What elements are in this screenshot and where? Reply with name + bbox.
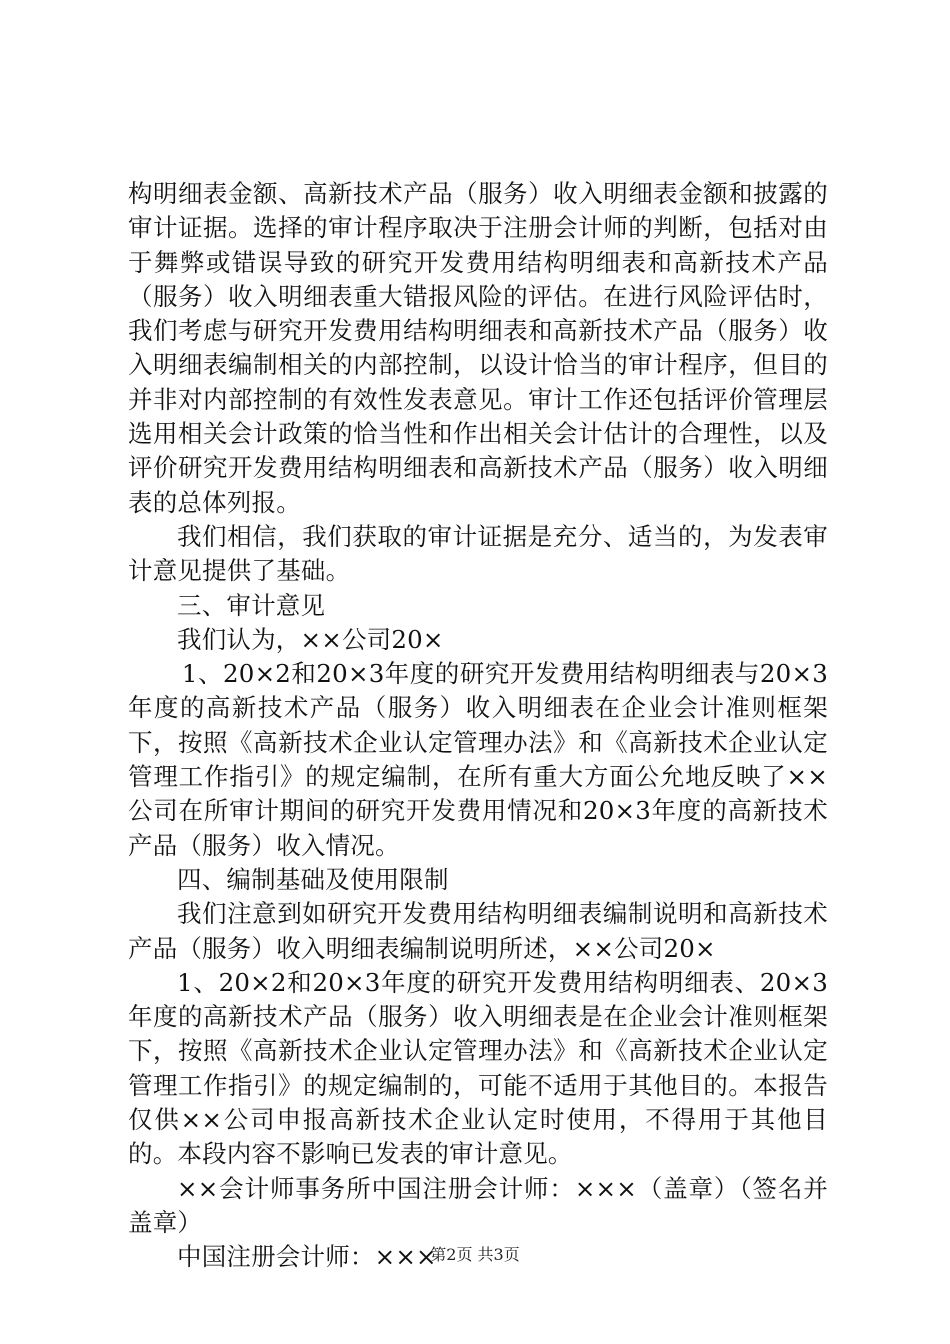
paragraph-audit-evidence: 我们相信，我们获取的审计证据是充分、适当的，为发表审计意见提供了基础。 bbox=[128, 521, 828, 586]
section-heading-basis-and-restriction: 四、编制基础及使用限制 bbox=[177, 864, 449, 894]
paragraph-basis-body: 1、20×2和20×3年度的研究开发费用结构明细表、20×3年度的高新技术产品（服务）收入明细表是在企业会计准则框架下，按照《高新技术企业认定管理办法》和《高新技术企业认定管理工作指引》的规定编制的，可能不适用于其他目的。本报告仅供××公司申报高新技术企业认定时使用，不得用于其他目的。本段内容不影响已发表的审计意见。 bbox=[128, 967, 828, 1169]
page-number-footer: 第2页 共3页 bbox=[430, 1245, 520, 1264]
document-body bbox=[128, 177, 828, 1275]
section-heading-audit-opinion: 三、审计意见 bbox=[177, 590, 326, 620]
signature-cpa-line: 中国注册会计师：××× bbox=[177, 1242, 437, 1272]
paragraph-opinion-body: 1、20×2和20×3年度的研究开发费用结构明细表与20×3年度的高新技术产品（服务）收入明细表在企业会计准则框架下，按照《高新技术企业认定管理办法》和《高新技术企业认定管理工作指引》的规定编制，在所有重大方面公允地反映了××公司在所审计期间的研究开发费用情况和20×3年度的高新技术产品（服务）收入情况。 bbox=[128, 659, 828, 860]
paragraph-audit-procedures: 构明细表金额、高新技术产品（服务）收入明细表金额和披露的审计证据。选择的审计程序取决于注册会计师的判断，包括对由于舞弊或错误导致的研究开发费用结构明细表和高新技术产品（服务）收入明细表重大错报风险的评估。在进行风险评估时，我们考虑与研究开发费用结构明细表和高新技术产品（服务）收入明细表编制相关的内部控制，以设计恰当的审计程序，但目的并非对内部控制的有效性发表意见。审计工作还包括评价管理层选用相关会计政策的恰当性和作出相关会计估计的合理性，以及评价研究开发费用结构明细表和高新技术产品（服务）收入明细表的总体列报。 bbox=[128, 179, 828, 517]
paragraph-opinion-intro: 我们认为，××公司20× bbox=[177, 624, 444, 654]
signature-firm-line: ××会计师事务所中国注册会计师：×××（盖章）（签名并盖章） bbox=[128, 1173, 828, 1237]
paragraph-basis-intro: 我们注意到如研究开发费用结构明细表编制说明和高新技术产品（服务）收入明细表编制说明所述，××公司20× bbox=[128, 899, 828, 963]
